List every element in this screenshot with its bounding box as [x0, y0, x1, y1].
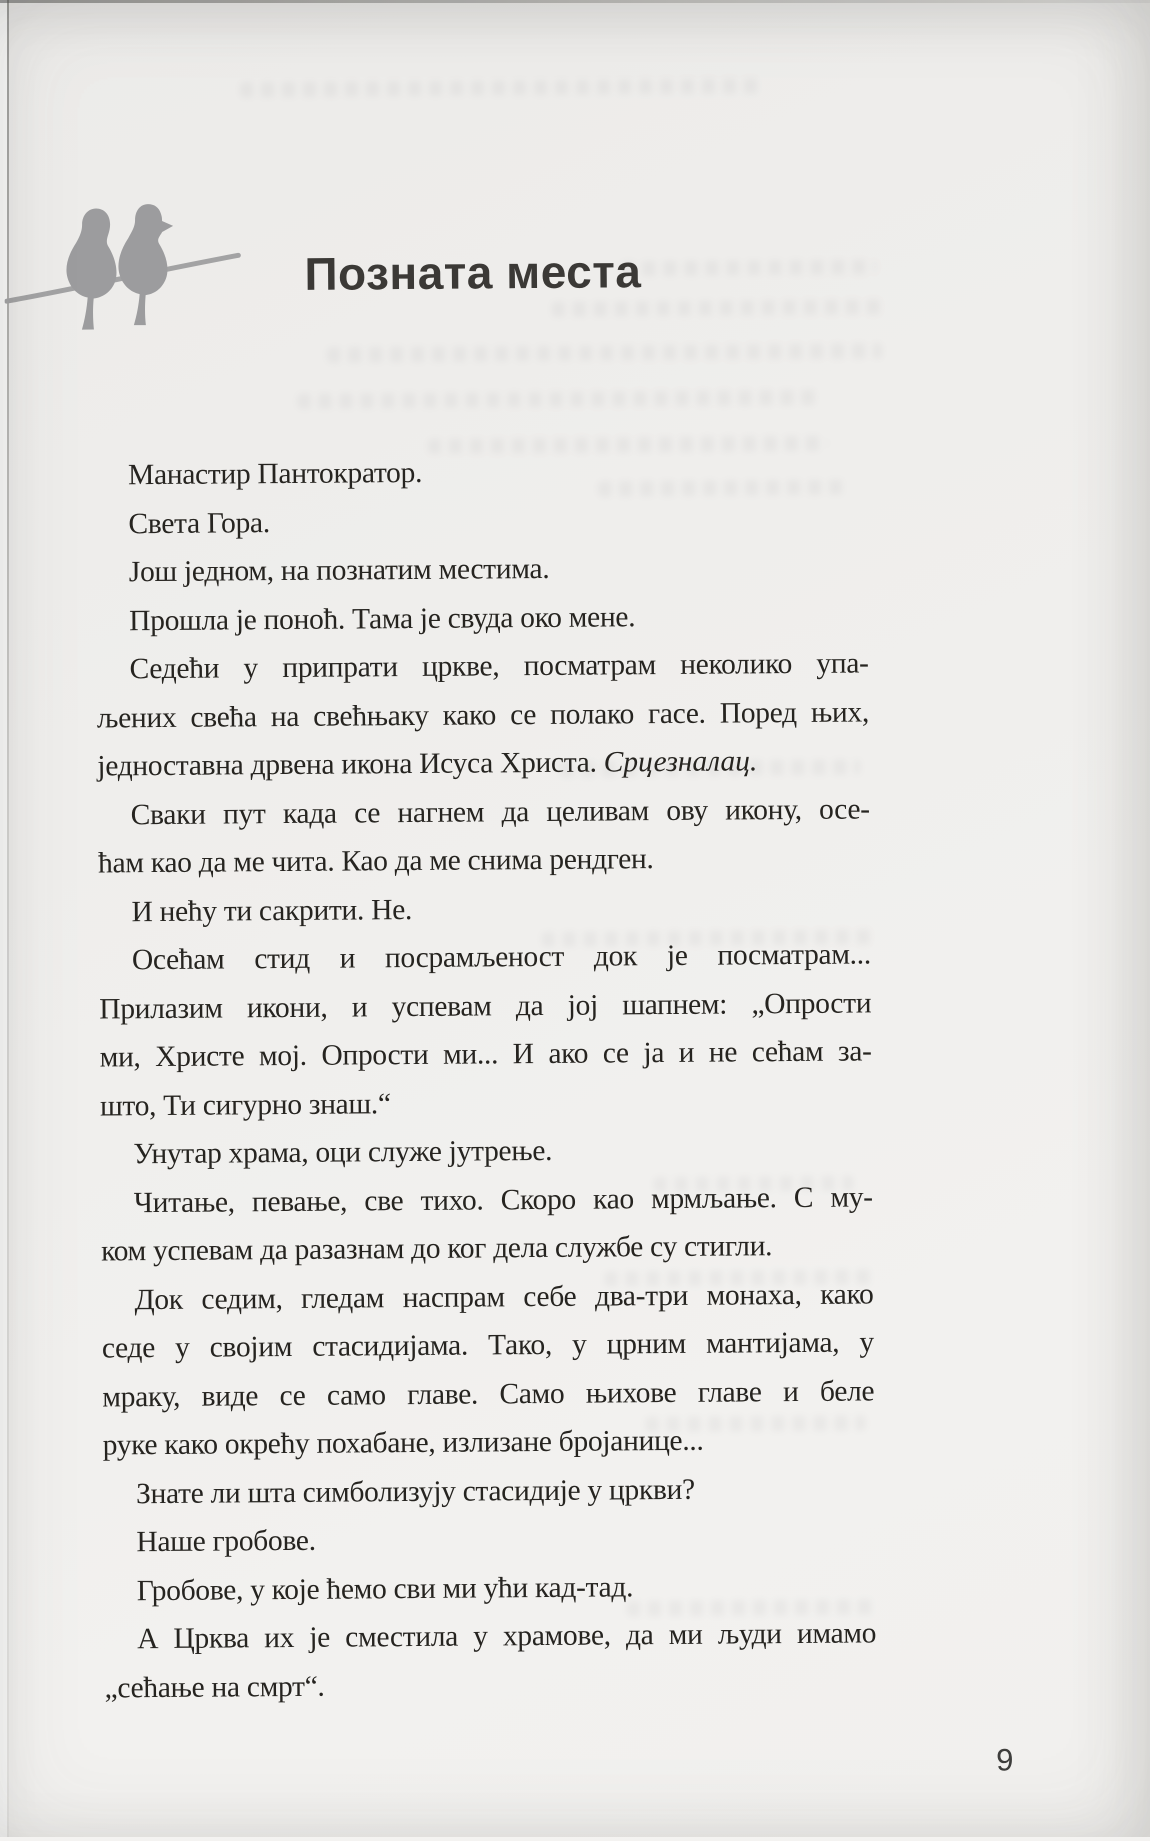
- text-line: Наше гробове.: [136, 1524, 316, 1559]
- text-line: Прилазим икони, и успевам да јој шапнем: „Опрости: [99, 986, 872, 1025]
- chapter-title: Позната места: [304, 245, 642, 300]
- text-line: Сваки пут када се нагнем да целивам ову икону, осе-: [130, 792, 870, 831]
- text-line: А Црква их је сместила у храмове, да ми људи имамо: [137, 1617, 877, 1656]
- text-line: љених свећа на свећњаку како се полако гасе. Поред њих,: [96, 695, 870, 734]
- text-line: ћам као да ме чита. Као да ме снима рендген.: [97, 843, 654, 880]
- text-line: што, Ти сигурно знаш.“: [99, 1087, 391, 1122]
- text-line: Света Гора.: [128, 506, 270, 540]
- bleed-through: [297, 390, 817, 409]
- text-line: мраку, виде се само главе. Само њихове главе и беле: [102, 1374, 875, 1413]
- page-number: 9: [996, 1742, 1014, 1778]
- text-line: Читање, певање, све тихо. Скоро као мрмљање. С му-: [133, 1180, 873, 1219]
- text-line: ком успевам да разазнам до ког дела службе су стигли.: [101, 1230, 773, 1268]
- text-line: И нећу ти сакрити. Не.: [131, 893, 413, 928]
- text-line: Знате ли шта симболизују стасидије у цркви?: [135, 1473, 695, 1510]
- text-line: „сећање на смрт“.: [104, 1670, 325, 1704]
- text-line: Седећи у припрати цркве, посматрам неколико упа-: [129, 647, 869, 686]
- text-block: [95, 445, 877, 1712]
- text-line: Прошла је поноћ. Тама је свуда око мене.: [129, 600, 636, 637]
- text-line: седе у својим стасидијама. Тако, у црним мантијама, у: [101, 1326, 875, 1365]
- bleed-through: [240, 78, 760, 97]
- text-line: руке како окрећу похабане, излизане бројанице...: [102, 1424, 704, 1462]
- text-line: једноставна дрвена икона Исуса Христа. Срцезналац.: [97, 745, 758, 783]
- text-line: Осећам стид и посрамљеност док је посматрам...: [131, 938, 871, 977]
- text-line: Док седим, гледам наспрам себе два-три монаха, како: [134, 1277, 874, 1316]
- text-line: ми, Христе мој. Опрости ми... И ако се ја и не сећам за-: [99, 1035, 872, 1074]
- bleed-through: [327, 343, 882, 362]
- text-line: Манастир Пантократор.: [127, 456, 423, 492]
- bleed-through: [621, 259, 876, 276]
- text-line: Гробове, у које ћемо сви ми ући кад-тад.: [136, 1570, 634, 1607]
- text-line: Унутар храма, оци служе јутрење.: [133, 1134, 553, 1171]
- text-line: Још једном, на познатим местима.: [128, 552, 550, 589]
- two-birds-on-branch-icon: [4, 195, 243, 341]
- bleed-through: [552, 299, 882, 317]
